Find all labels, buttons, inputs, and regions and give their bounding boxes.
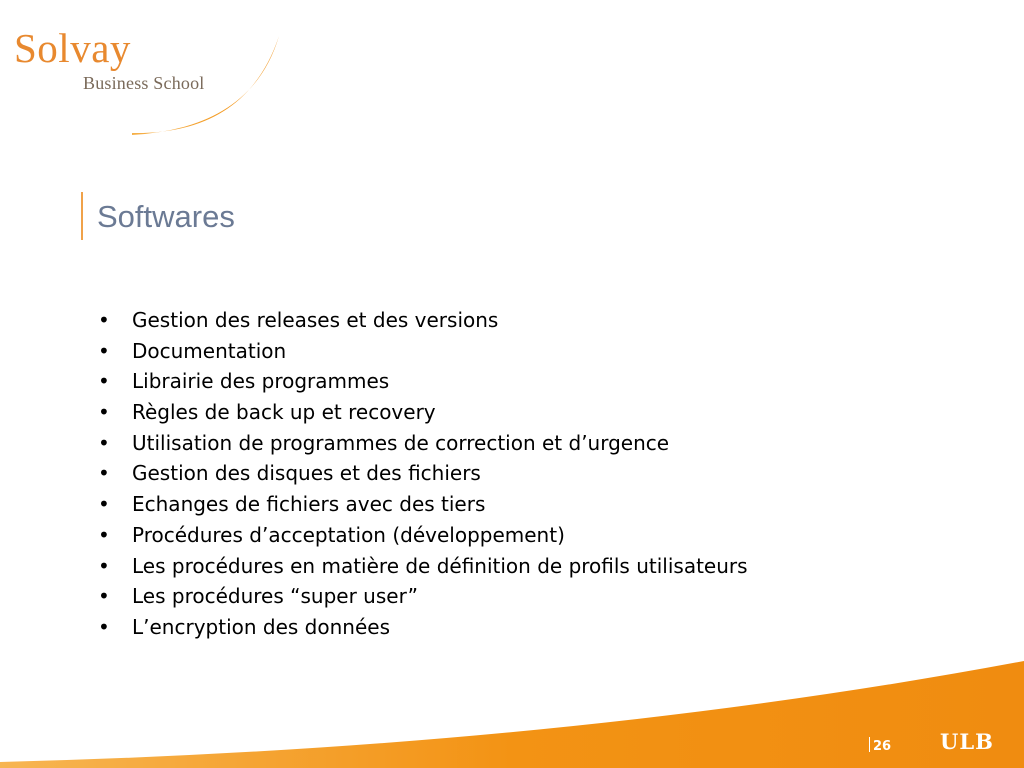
bullet-icon: • [98, 492, 110, 517]
bullet-icon: • [98, 400, 110, 425]
bullet-icon: • [98, 614, 110, 639]
list-item-text: Gestion des releases et des versions [132, 308, 499, 332]
list-item-text: Gestion des disques et des fichiers [132, 461, 481, 486]
list-item-text: Procédures d’acceptation (développement) [132, 522, 565, 547]
list-item-text: Documentation [132, 338, 287, 363]
list-item-text: Règles de back up et recovery [132, 400, 436, 425]
bullet-icon: • [98, 308, 110, 332]
bullet-icon: • [98, 461, 110, 486]
list-item-text: Utilisation de programmes de correction et d’urgence [132, 430, 670, 455]
bullet-icon: • [98, 553, 110, 578]
logo-name: Solvay [14, 25, 131, 71]
list-item-text: Echanges de fichiers avec des tiers [132, 492, 486, 517]
bullet-icon: • [98, 369, 110, 394]
bullet-icon: • [98, 584, 110, 609]
page-number-value: 26 [873, 739, 892, 754]
slide-title: Softwares [97, 199, 235, 234]
page-number [869, 737, 891, 753]
list-item-text: Librairie des programmes [132, 369, 390, 394]
bullet-icon: • [98, 338, 110, 363]
logo-subtitle: Business School [83, 73, 205, 93]
page-number-separator [869, 737, 870, 752]
list-item-text: Les procédures “super user” [132, 584, 418, 609]
bullet-icon: • [98, 430, 110, 455]
list-item-text: L’encryption des données [132, 614, 390, 639]
bullet-icon: • [98, 522, 110, 547]
list-item-text: Les procédures en matière de définition de profils utilisateurs [132, 553, 748, 578]
ulb-logo: ULB [940, 729, 994, 754]
